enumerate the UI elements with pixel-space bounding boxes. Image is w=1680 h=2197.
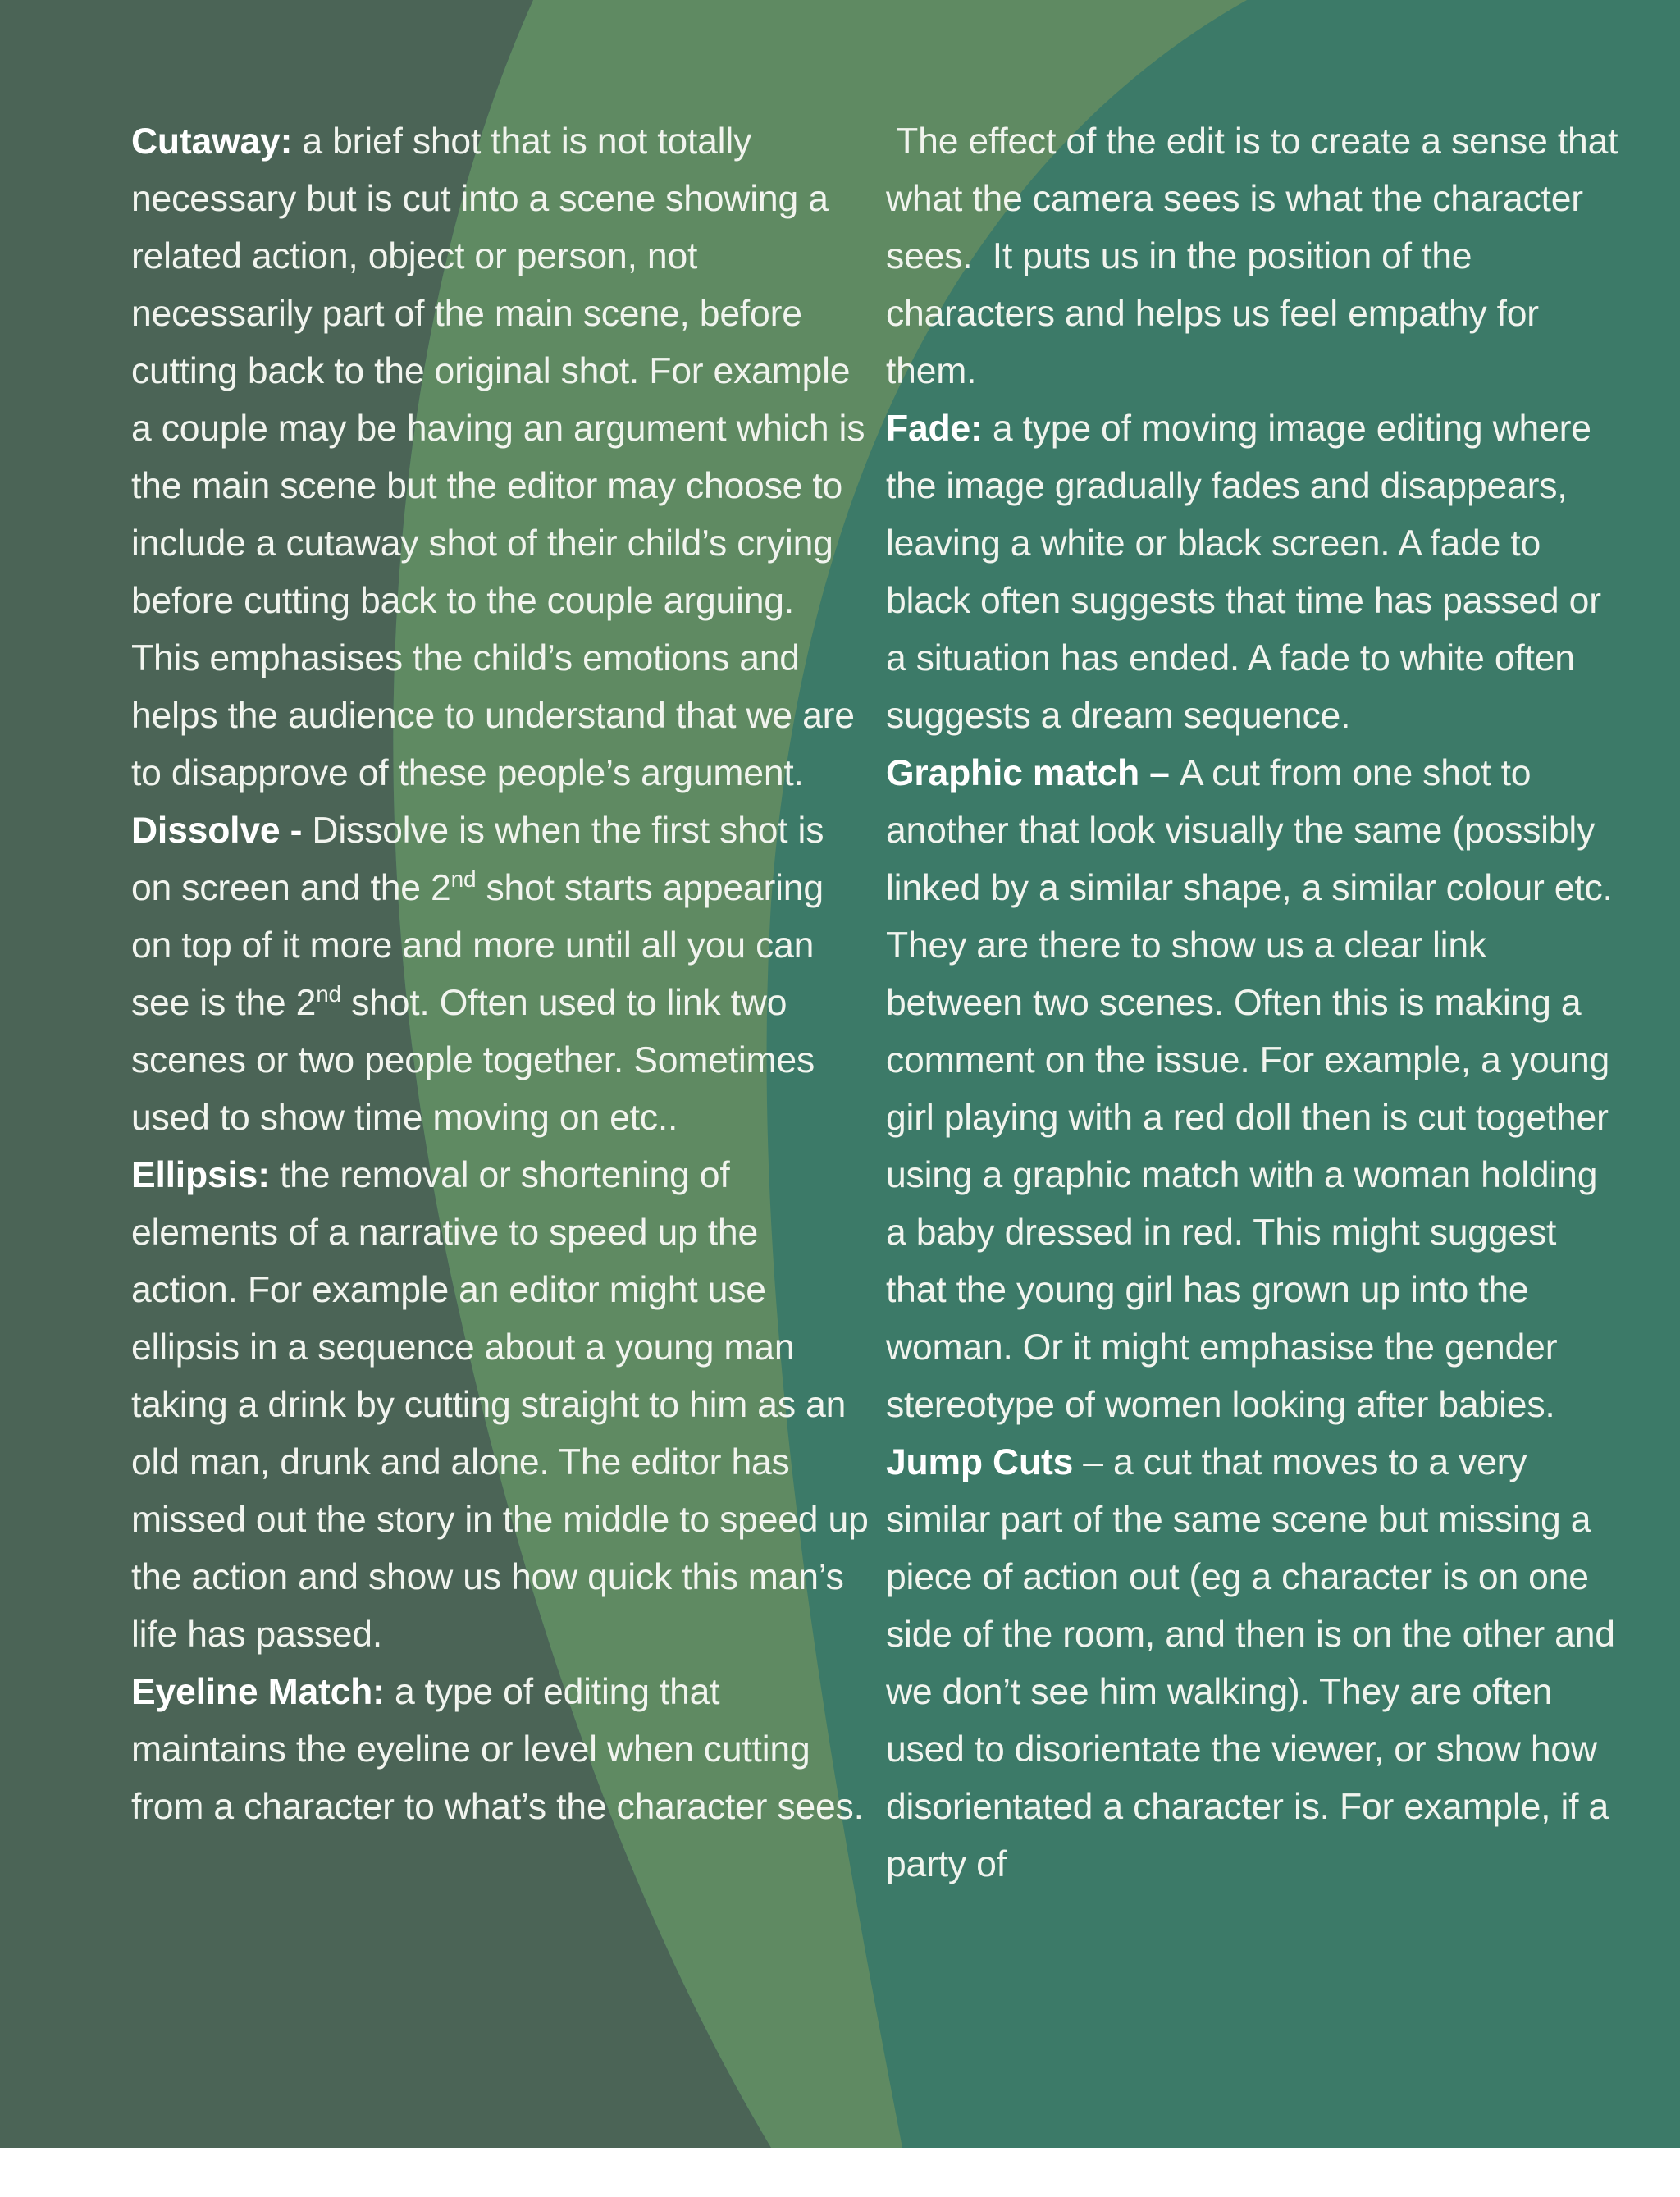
definition-jump-cuts: – a cut that moves to a very similar part of the same scene but missing a piece of action out (eg a character is on one side of the room, and then is on the other and we don’t see him walking). They are often used to disorientate the viewer, or show how disorientated a character is. For example, if a party of <box>886 1442 1615 1884</box>
definition-dissolve-part1: Dissolve is when the first shot is on screen and the 2 <box>131 811 824 908</box>
entry-graphic-match <box>886 745 1624 1434</box>
term-cutaway: Cutaway: <box>131 121 293 162</box>
entry-fade <box>886 400 1624 745</box>
term-graphic-match: Graphic match – <box>886 753 1180 793</box>
superscript-nd: nd <box>450 866 477 893</box>
left-column <box>131 113 870 1836</box>
entry-cutaway <box>131 113 870 802</box>
superscript-nd: nd <box>316 981 341 1007</box>
right-column <box>886 113 1628 1893</box>
definition-graphic-match: A cut from one shot to another that look visually the same (possibly linked by a similar shape, a similar colour etc. They are there to show us a clear link between two scenes. Often this is making a comment on the issue. For example, a young girl playing with a red doll then is cut together using a graphic match with a woman holding a baby dressed in red. This might suggest that the young girl has grown up into the woman. Or it might emphasise the gender stereotype of women looking after babies. <box>886 753 1613 1425</box>
term-eyeline-match: Eyeline Match: <box>131 1672 385 1712</box>
definition-cutaway: a brief shot that is not totally necessary but is cut into a scene showing a related action, object or person, not necessarily part of the main scene, before cutting back to the original shot. For example a couple may be having an argument which is the main scene but the editor may choose to include a cutaway shot of their child’s crying before cutting back to the couple arguing. This emphasises the child’s emotions and helps the audience to understand that we are to disapprove of these people’s argument. <box>131 121 865 793</box>
term-ellipsis: Ellipsis: <box>131 1155 270 1195</box>
eyeline-continuation: The effect of the edit is to create a sense that what the camera sees is what the character sees. It puts us in the position of the characters and helps us feel empathy for them. <box>886 121 1628 391</box>
definition-ellipsis: the removal or shortening of elements of a narrative to speed up the action. For example an editor might use ellipsis in a sequence about a young man taking a drink by cutting straight to him as an old man, drunk and alone. The editor has missed out the story in the middle to speed up the action and show us how quick this man’s life has passed. <box>131 1155 869 1655</box>
term-jump-cuts: Jump Cuts <box>886 1442 1074 1482</box>
definition-dissolve-part3: shot. Often used to link two scenes or two people together. Sometimes used to show time moving on etc.. <box>131 983 815 1138</box>
definition-eyeline-match: a type of editing that maintains the eyeline or level when cutting from a character to what’s the character sees. <box>131 1672 864 1827</box>
term-dissolve: Dissolve - <box>131 811 313 851</box>
entry-jump-cuts <box>886 1434 1624 1893</box>
entry-eyeline-match <box>131 1664 870 1836</box>
term-fade: Fade: <box>886 409 983 449</box>
definition-fade: a type of moving image editing where the image gradually fades and disappears, leaving a white or black screen. A fade to black often suggests that time has passed or a situation has ended. A fade to white often suggests a dream sequence. <box>886 409 1601 736</box>
entry-ellipsis <box>131 1147 870 1664</box>
entry-dissolve <box>131 802 870 1147</box>
definition-dissolve-part2: shot starts appearing on top of it more and more until all you can see is the 2 <box>131 868 824 1023</box>
